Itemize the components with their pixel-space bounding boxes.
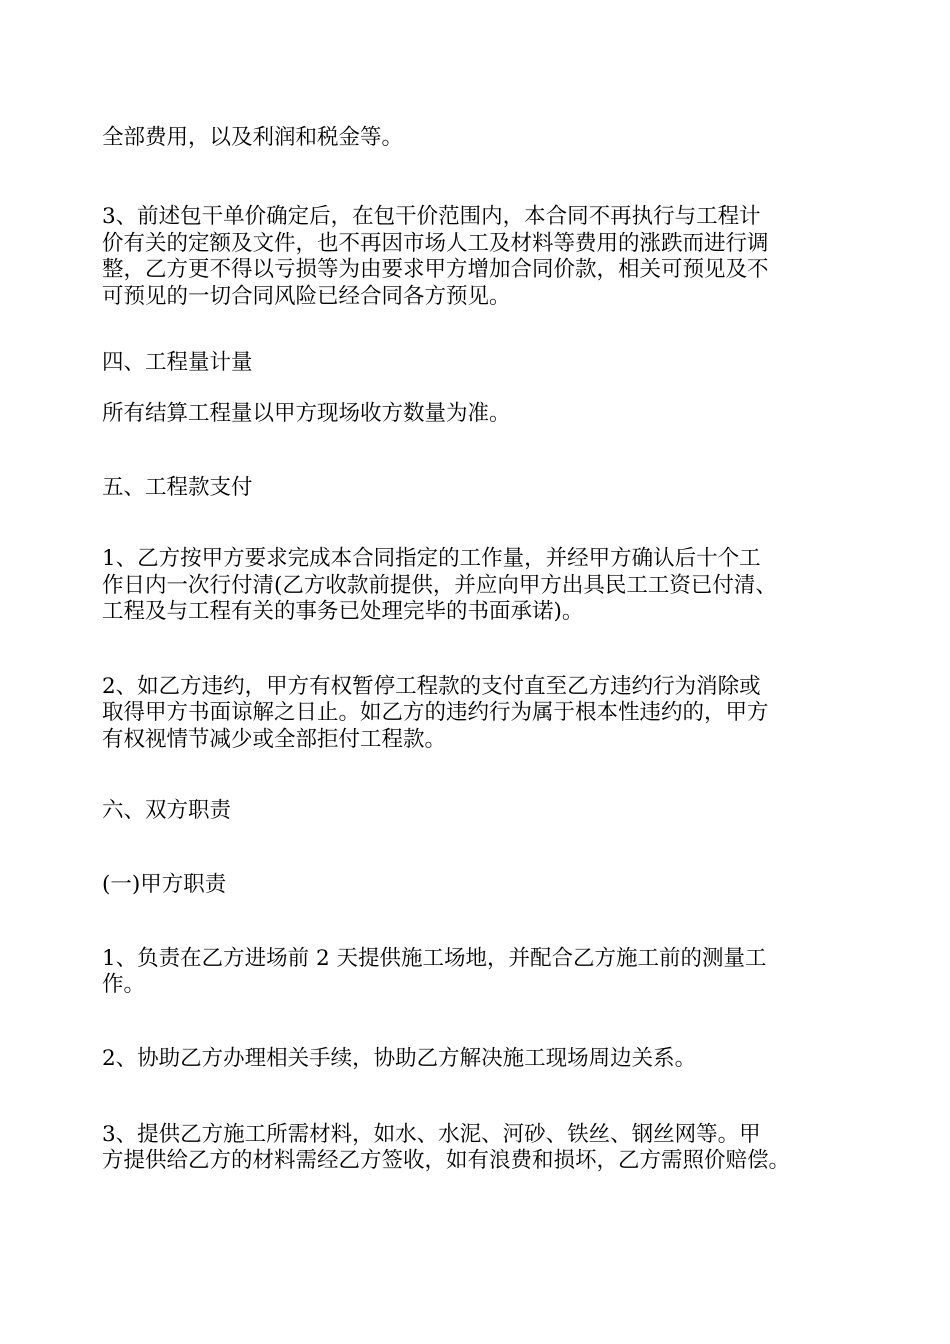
text-line: 所有结算工程量以甲方现场收方数量为准。	[102, 401, 511, 426]
text-line: 全部费用，以及利润和税金等。	[102, 125, 404, 150]
section-heading: 五、工程款支付	[102, 475, 253, 500]
text-line: 方提供给乙方的材料需经乙方签收，如有浪费和损坏，乙方需照价赔偿。	[102, 1148, 791, 1173]
text-line: 可预见的一切合同风险已经合同各方预见。	[102, 284, 511, 309]
text-line: 3、前述包干单价确定后，在包干价范围内，本合同不再执行与工程计	[102, 204, 761, 229]
text-line: 有权视情节减少或全部拒付工程款。	[102, 727, 447, 752]
text-line: 价有关的定额及文件，也不再因市场人工及材料等费用的涨跌而进行调	[102, 231, 769, 256]
text-line: 工程及与工程有关的事务已处理完毕的书面承诺)。	[102, 599, 584, 624]
section-heading: 六、双方职责	[102, 798, 232, 823]
subsection-heading: (一)甲方职责	[102, 872, 227, 897]
text-line: 作日内一次行付清(乙方收款前提供，并应向甲方出具民工工资已付清、	[102, 573, 777, 598]
text-line: 1、负责在乙方进场前 2 天提供施工场地，并配合乙方施工前的测量工	[102, 946, 767, 971]
section-heading: 四、工程量计量	[102, 350, 253, 375]
text-line: 2、协助乙方办理相关手续，协助乙方解决施工现场周边关系。	[102, 1046, 697, 1071]
text-line: 整，乙方更不得以亏损等为由要求甲方增加合同价款，相关可预见及不	[102, 257, 769, 282]
text-line: 作。	[102, 972, 146, 997]
text-line: 取得甲方书面谅解之日止。如乙方的违约行为属于根本性违约的，甲方	[102, 700, 769, 725]
text-line: 1、乙方按甲方要求完成本合同指定的工作量，并经甲方确认后十个工	[102, 546, 761, 571]
text-line: 3、提供乙方施工所需材料，如水、水泥、河砂、铁丝、钢丝网等。甲	[102, 1122, 761, 1147]
text-line: 2、如乙方违约，甲方有权暂停工程款的支付直至乙方违约行为消除或	[102, 674, 761, 699]
